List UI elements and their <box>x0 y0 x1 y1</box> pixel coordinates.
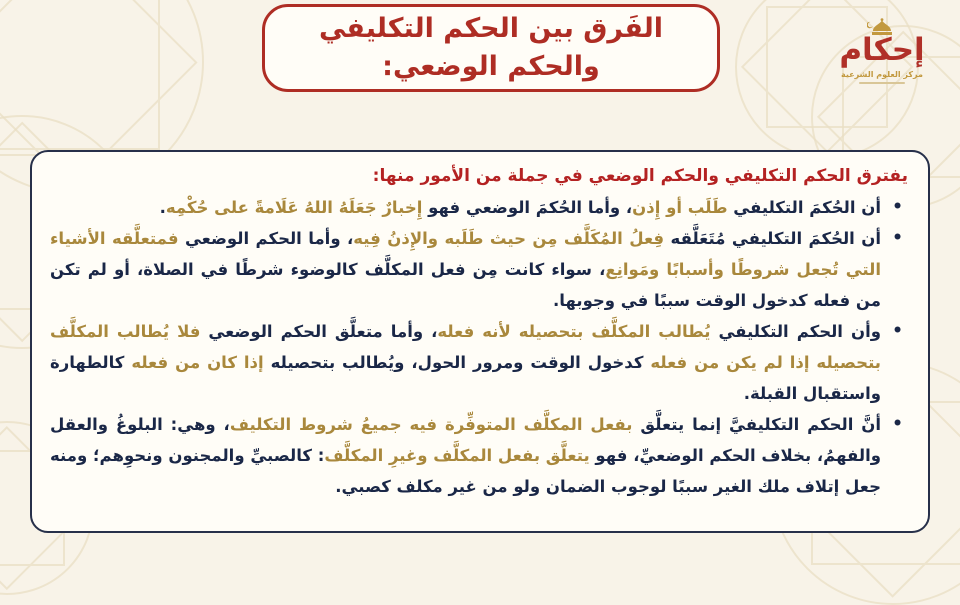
bullet-icon: • <box>892 321 903 341</box>
bullet-text: أن الحُكمَ التكليفي مُتَعَلَّقه فِعلُ المُكَلَّف مِن حيث طَلَبه والإِذنُ فِيه، وأما الحكم الوضعي فمتعلَّقه الأشياء التي تُجعل شروطًا وأسبابًا ومَوانِع، سواء كانت مِن فعل المكلَّف كالوضوء شرطًا في الصلاة، أو لم تكن من فعله كدخول الوقت سببًا في وجوبها. <box>50 229 881 310</box>
list-item <box>50 409 908 502</box>
logo <box>822 18 942 84</box>
bullet-icon: • <box>892 197 903 217</box>
bullet-list <box>50 192 908 502</box>
list-item <box>50 192 908 223</box>
page-title-line2: والحكم الوضعي: <box>382 51 600 82</box>
bullet-icon: • <box>892 228 903 248</box>
list-item <box>50 316 908 409</box>
content-box <box>30 150 930 533</box>
list-item <box>50 223 908 316</box>
logo-wordmark: إحكام <box>839 32 925 68</box>
bullet-text: أنَّ الحكم التكليفيَّ إنما يتعلَّق بفعل المكلَّف المتوفِّرة فيه جميعُ شروط التكليف، وهي: البلوغُ والعقل والفهمُ، بخلاف الحكم الوضعيِّ، فهو يتعلَّق بفعل المكلَّف وغيرِ المكلَّف: كالصبيِّ والمجنون ونحوِهم؛ ومنه جعل إتلاف ملك الغير سببًا لوجوب الضمان ولو من غير مكلف كصبي. <box>50 415 882 496</box>
bullet-icon: • <box>892 414 903 434</box>
bullet-text: أن الحُكمَ التكليفي طَلَب أو إِذن، وأما الحُكمَ الوضعي فهو إِخبارٌ جَعَلَهُ اللهُ عَلَامةً على حُكْمِه. <box>159 198 881 217</box>
logo-caption: مركز العلوم الشرعية <box>841 69 923 79</box>
title-box <box>262 4 720 92</box>
bullet-text: وأن الحكم التكليفي يُطالب المكلَّف بتحصيله لأنه فعله، وأما متعلَّق الحكم الوضعي فلا يُطالب المكلَّف بتحصيله إذا لم يكن من فعله كدخول الوقت ومرور الحول، ويُطالب بتحصيله إذا كان من فعله كالطهارة واستقبال القبلة. <box>50 322 881 403</box>
logo-rule <box>859 82 905 84</box>
page-title-line1: الفَرق بين الحكم التكليفي <box>318 12 664 44</box>
section-heading: يفترق الحكم التكليفي والحكم الوضعي في جملة من الأمور منها: <box>372 166 908 186</box>
